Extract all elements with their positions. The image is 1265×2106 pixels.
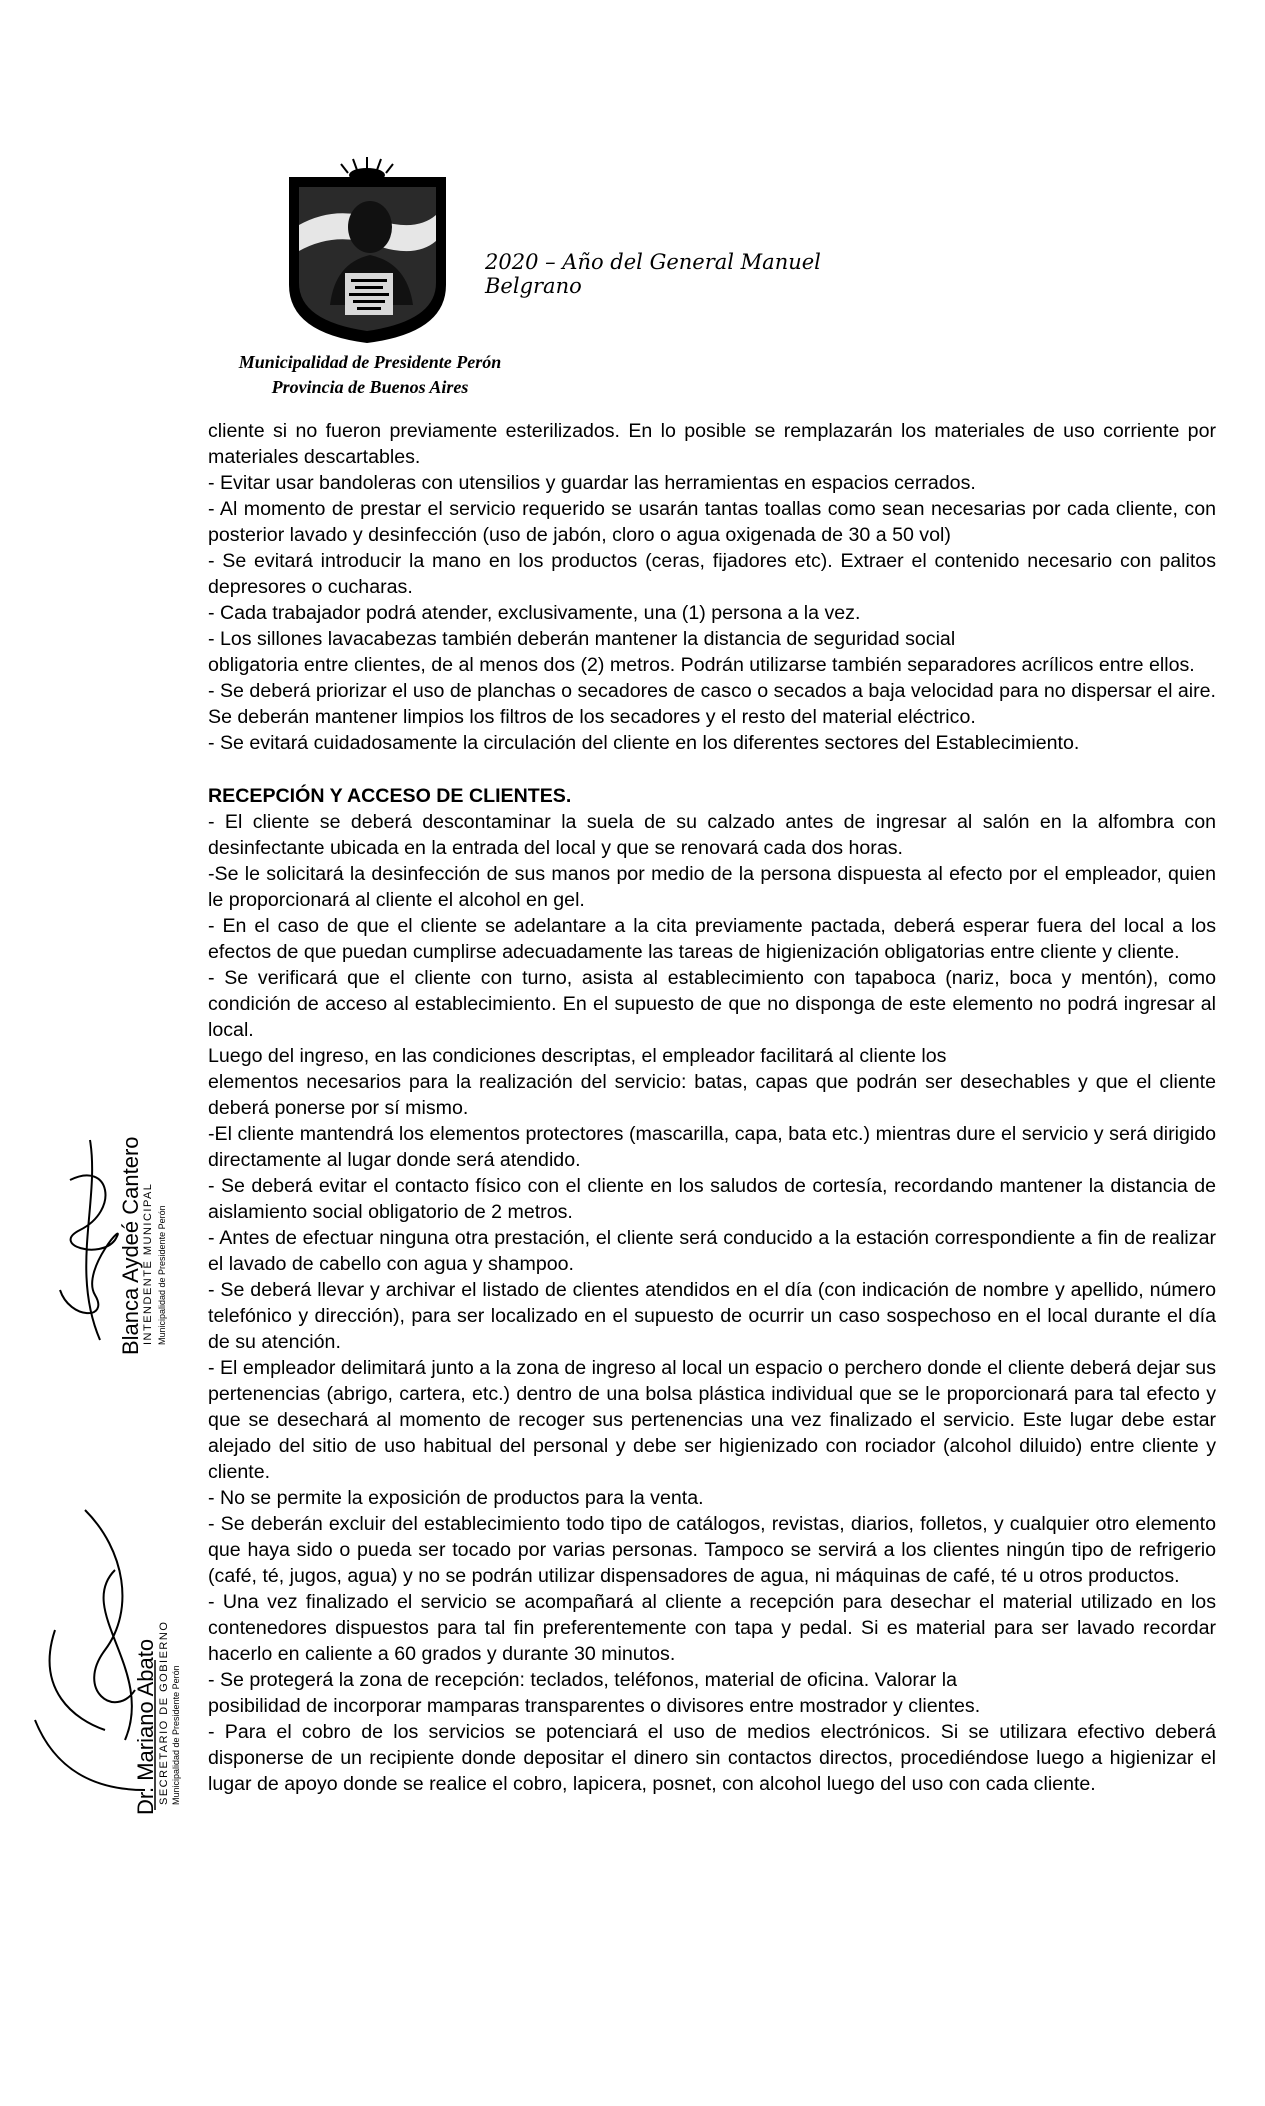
paragraph: - Se deberá llevar y archivar el listado de clientes atendidos en el día (con indicación de nombre y apellido, número telefónico y dirección), para ser localizado en el supuesto de ocurrir un caso sospechoso en el local durante el día de su atención. — [208, 1279, 1216, 1353]
paragraph: - Antes de efectuar ninguna otra prestación, el cliente será conducido a la estación correspondiente a fin de realizar el lavado de cabello con agua y shampoo. — [208, 1227, 1216, 1275]
mayor-signature-stamp — [40, 1120, 167, 1360]
year-motto: 2020 – Año del General Manuel Belgrano — [485, 250, 821, 298]
paragraph: -El cliente mantendrá los elementos protectores (mascarilla, capa, bata etc.) mientras dure el servicio y será dirigido directamente al lugar donde será atendido. — [208, 1123, 1216, 1171]
secretary-title: SECRETARIO DE GOBIERNO — [158, 1620, 170, 1805]
paragraph: - Se deberán excluir del establecimiento todo tipo de catálogos, revistas, diarios, folletos, y cualquier otro elemento que haya sido o pueda ser tocado por varias personas. Tampoco se servirá a los clientes ningún tipo de refrigerio (café, té, jugos, agua) y no se podrán utilizar dispensadores de agua, ni máquinas de café, té u otros productos. — [208, 1513, 1216, 1587]
paragraph: -Se le solicitará la desinfección de sus manos por medio de la persona dispuesta al efecto por el empleador, quien le proporcionará al cliente el alcohol en gel. — [208, 863, 1216, 911]
municipality-header — [200, 350, 540, 400]
paragraph: - Para el cobro de los servicios se potenciará el uso de medios electrónicos. Si se utilizara efectivo deberá disponerse de un recipiente donde depositar el dinero sin contactos directos, procediéndose luego a higienizar el lugar de apoyo donde se realice el cobro, lapicera, posnet, con alcohol luego del uso con cada cliente. — [208, 1721, 1216, 1795]
paragraph: - Se evitará introducir la mano en los productos (ceras, fijadores etc). Extraer el contenido necesario con palitos depresores o cucharas. — [208, 550, 1216, 598]
paragraph: - Se verificará que el cliente con turno, asista al establecimiento con tapaboca (nariz, boca y mentón), como condición de acceso al establecimiento. En el supuesto de que no disponga de este elemento no podrá ingresar al local. — [208, 967, 1216, 1041]
paragraph: - En el caso de que el cliente se adelantare a la cita previamente pactada, deberá esperar fuera del local a los efectos de que puedan cumplirse adecuadamente las tareas de higienización obligatorias entre cliente y cliente. — [208, 915, 1216, 963]
secretary-signature-stamp — [15, 1490, 181, 1820]
paragraph: - Se evitará cuidadosamente la circulación del cliente en los diferentes sectores del Establecimiento. — [208, 732, 1080, 754]
secretary-org: Municipalidad de Presidente Perón — [171, 1665, 181, 1805]
paragraph: - Se deberá evitar el contacto físico con el cliente en los saludos de cortesía, recordando mantener la distancia de aislamiento social obligatorio de 2 metros. — [208, 1175, 1216, 1223]
paragraph: - Cada trabajador podrá atender, exclusivamente, una (1) persona a la vez. — [208, 602, 861, 624]
paragraph: - El empleador delimitará junto a la zona de ingreso al local un espacio o perchero donde el cliente deberá dejar sus pertenencias (abrigo, cartera, etc.) dentro de una bolsa plástica individual que se le proporcionará para tal efecto y que se desechará al momento de recoger sus pertenencias una vez finalizado el servicio. Este lugar debe estar alejado del sitio de uso habitual del personal y debe ser higienizado con rociador (alcohol diluido) entre cliente y cliente. — [208, 1357, 1216, 1483]
paragraph: - Evitar usar bandoleras con utensilios y guardar las herramientas en espacios cerrados. — [208, 472, 976, 494]
paragraph: elementos necesarios para la realización del servicio: batas, capas que podrán ser desechables y que el cliente deberá ponerse por sí mismo. — [208, 1071, 1216, 1119]
municipality-name: Municipalidad de Presidente Perón — [238, 352, 502, 372]
municipal-crest-logo — [275, 155, 460, 345]
paragraph: - Se protegerá la zona de recepción: teclados, teléfonos, material de oficina. Valorar la — [208, 1669, 957, 1691]
paragraph: posibilidad de incorporar mamparas transparentes o divisores entre mostrador y clientes. — [208, 1695, 981, 1717]
paragraph: - Al momento de prestar el servicio requerido se usarán tantas toallas como sean necesarias por cada cliente, con posterior lavado y desinfección (uso de jabón, cloro o agua oxigenada de 30 a 50 vol) — [208, 498, 1216, 546]
paragraph: - Una vez finalizado el servicio se acompañará al cliente a recepción para desechar el material utilizado en los contenedores dispuestos para tal fin preferentemente con tapa y pedal. Si es material para ser lavado recordar hacerlo en caliente a 60 grados y durante 30 minutos. — [208, 1591, 1216, 1665]
paragraph: cliente si no fueron previamente esterilizados. En lo posible se remplazarán los materiales de uso corriente por materiales descartables. — [208, 420, 1216, 468]
mayor-org: Municipalidad de Presidente Perón — [157, 1205, 167, 1345]
section-paragraphs — [208, 809, 1216, 1797]
paragraph: - Los sillones lavacabezas también deberán mantener la distancia de seguridad social — [208, 628, 956, 650]
intro-paragraphs — [208, 418, 1216, 756]
section-heading: RECEPCIÓN Y ACCESO DE CLIENTES. — [208, 785, 572, 807]
paragraph: - El cliente se deberá descontaminar la suela de su calzado antes de ingresar al salón en la alfombra con desinfectante ubicada en la entrada del local y que se renovará cada dos horas. — [208, 811, 1216, 859]
paragraph: obligatoria entre clientes, de al menos dos (2) metros. Podrán utilizarse también separadores acrílicos entre ellos. — [208, 654, 1195, 676]
paragraph: Luego del ingreso, en las condiciones descriptas, el empleador facilitará al cliente los — [208, 1045, 947, 1067]
secretary-name: Dr. Mariano Abato — [133, 1638, 158, 1815]
mayor-name: Blanca Aydeé Cantero — [118, 1136, 143, 1355]
mayor-title: INTENDENTE MUNICIPAL — [142, 1182, 154, 1345]
province-name: Provincia de Buenos Aires — [271, 377, 469, 397]
paragraph: - No se permite la exposición de productos para la venta. — [208, 1487, 704, 1509]
document-body — [208, 418, 1216, 1797]
paragraph: - Se deberá priorizar el uso de planchas o secadores de casco o secados a baja velocidad para no dispersar el aire. Se deberán mantener limpios los filtros de los secadores y el resto del material eléctrico. — [208, 680, 1216, 728]
